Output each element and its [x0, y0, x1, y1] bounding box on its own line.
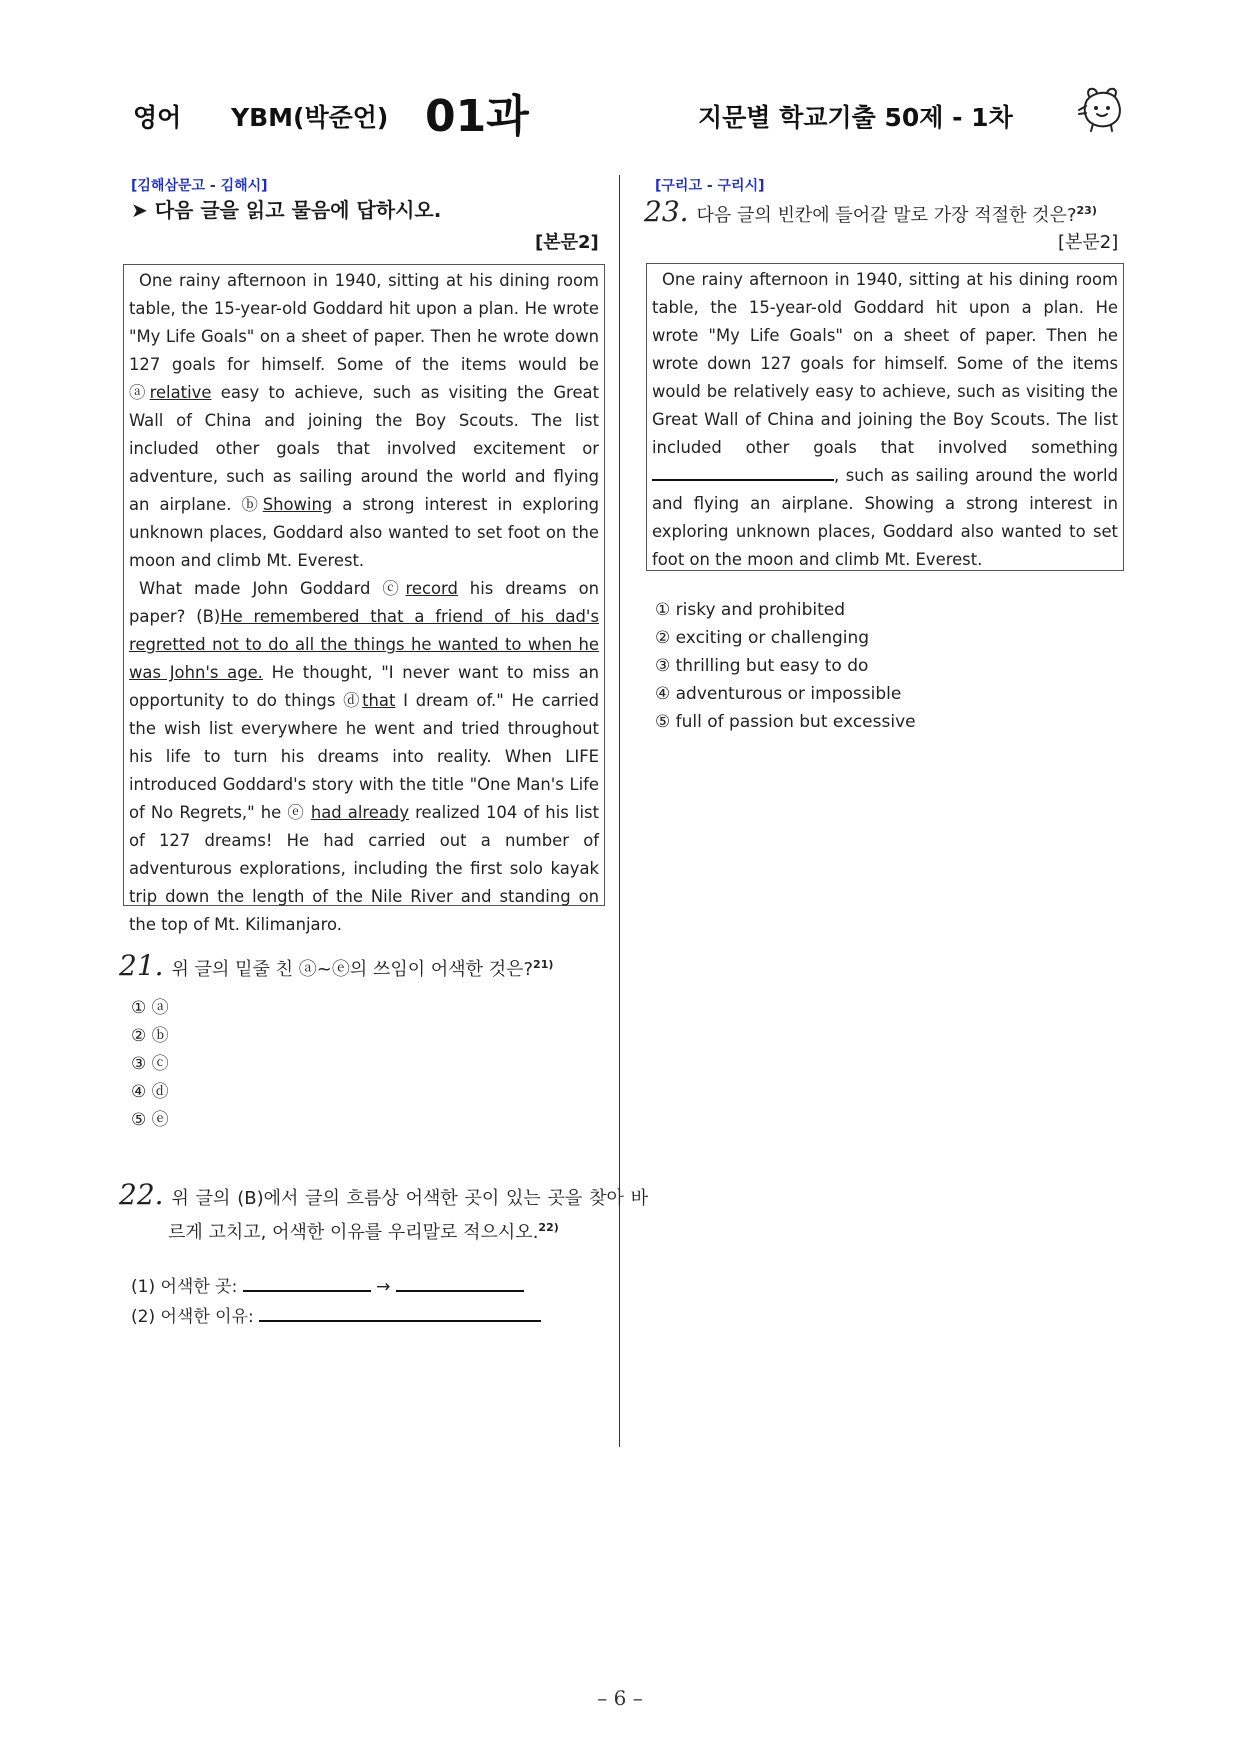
- underlined-c: record: [405, 579, 458, 598]
- choice-option[interactable]: ③ thrilling but easy to do: [655, 656, 869, 676]
- answer-line-2: [131, 1302, 541, 1327]
- source-label-right: [구리고 - 구리시]: [655, 178, 765, 194]
- answer-line-1: [131, 1272, 524, 1297]
- passage-paragraph-2: What made John Goddard ⓒrecord his dreams on paper? (B)He remembered that a friend of his dad's regretted not to do all the things he wanted to when he was John's age. He thought, "I never want to miss an opportunity to do things ⓓthat I dream of." He carried the wish list everywhere he went and tried throughout his life to turn his dreams into reality. When LIFE introduced Goddard's story with the title "One Man's Life of No Regrets," he ⓔ had already realized 104 of his list of 127 dreams! He had carried out a number of adventurous explorations, including the first solo kayak trip down the length of the Nile River and standing on the top of Mt. Kilimanjaro.: [129, 579, 600, 934]
- passage-tag-left: [본문2]: [535, 232, 599, 253]
- marker-B: (B): [196, 607, 221, 626]
- answer-blank-reason[interactable]: [259, 1304, 541, 1322]
- answer-label-2: (2) 어색한 이유:: [131, 1307, 254, 1327]
- choice-option[interactable]: ⑤ full of passion but excessive: [655, 712, 916, 732]
- mascot-icon: [1075, 84, 1127, 134]
- choices-23: [655, 596, 916, 736]
- choice-option[interactable]: ① risky and prohibited: [655, 600, 846, 620]
- question-22: [119, 1180, 648, 1247]
- question-number: 22.: [119, 1178, 164, 1211]
- passage-paragraph: One rainy afternoon in 1940, sitting at his dining room table, the 15-year-old Goddard hit upon a plan. He wrote "My Life Goals" on a sheet of paper. Then he wrote down 127 goals for himself. Some of the items would be relatively easy to achieve, such as visiting the Great Wall of China and joining the Boy Scouts. The list included other goals that involved something , such as sailing around the world and flying an airplane. Showing a strong interest in exploring unknown places, Goddard also wanted to set foot on the moon and climb Mt. Everest.: [652, 270, 1118, 569]
- choice-option[interactable]: ③ ⓒ: [131, 1054, 169, 1074]
- page-header: [0, 70, 1240, 150]
- question-number: 21.: [119, 949, 164, 982]
- subject-label: 영어: [133, 103, 182, 132]
- choice-option[interactable]: ④ adventurous or impossible: [655, 684, 902, 704]
- directive-text: ➤ 다음 글을 읽고 물음에 답하시오.: [131, 198, 442, 222]
- underlined-b: Showing: [262, 495, 333, 514]
- choice-option[interactable]: ① ⓐ: [131, 998, 169, 1018]
- page-number: – 6 –: [597, 1686, 643, 1710]
- choices-21: [131, 994, 169, 1134]
- marker-b: ⓑ: [241, 495, 263, 514]
- question-text: 위 글의 밑줄 친 ⓐ~ⓔ의 쓰임이 어색한 것은?: [171, 959, 534, 980]
- underlined-B: He remembered that a friend of his dad's regretted not to do all the things he wanted to when he was John's age.: [129, 607, 599, 682]
- question-23: [644, 196, 1124, 230]
- underlined-a: relative: [149, 383, 212, 402]
- passage-paragraph-1: One rainy afternoon in 1940, sitting at his dining room table, the 15-year-old Goddard hit upon a plan. He wrote "My Life Goals" on a sheet of paper. Then he wrote down 127 goals for himself. Some of the items would be ⓐrelative easy to achieve, such as visiting the Great Wall of China and joining the Boy Scouts. The list included other goals that involved excitement or adventure, such as sailing around the world and flying an airplane. ⓑShowing a strong interest in exploring unknown places, Goddard also wanted to set foot on the moon and climb Mt. Everest.: [129, 271, 599, 570]
- answer-blank-to[interactable]: [396, 1274, 524, 1292]
- passage-box-left: [123, 264, 605, 934]
- choice-option[interactable]: ② exciting or challenging: [655, 628, 870, 648]
- marker-d: ⓓ: [343, 691, 363, 710]
- choice-option[interactable]: ④ ⓓ: [131, 1082, 169, 1102]
- footnote-ref: 23): [1076, 204, 1097, 217]
- source-label-left: [김해삼문고 - 김해시]: [131, 178, 268, 194]
- question-text: 다음 글의 빈칸에 들어갈 말로 가장 적절한 것은?: [696, 205, 1077, 226]
- arrow-icon: →: [376, 1277, 391, 1297]
- series-title: 지문별 학교기출 50제 - 1차: [698, 103, 1013, 132]
- question-text: 위 글의 (B)에서 글의 흐름상 어색한 곳이 있는 곳을 찾아 바르게 고치고, 어색한 이유를 우리말로 적으시오.: [168, 1188, 648, 1243]
- passage-tag-right: [본문2]: [1058, 232, 1119, 253]
- passage-box-right: [646, 263, 1124, 571]
- underlined-e: had already: [310, 803, 410, 822]
- marker-e: ⓔ: [287, 803, 305, 822]
- question-21: [119, 950, 609, 984]
- marker-a: ⓐ: [129, 383, 150, 402]
- answer-blank-from[interactable]: [243, 1274, 371, 1292]
- answer-label-1: (1) 어색한 곳:: [131, 1277, 238, 1297]
- footnote-ref: 22): [538, 1221, 559, 1234]
- choice-option[interactable]: ⑤ ⓔ: [131, 1110, 169, 1130]
- underlined-d: that: [362, 691, 396, 710]
- footnote-ref: 21): [533, 958, 554, 971]
- marker-c: ⓒ: [382, 579, 406, 598]
- publisher-label: YBM(박준언): [231, 103, 389, 132]
- passage-blank: [652, 463, 834, 481]
- choice-option[interactable]: ② ⓑ: [131, 1026, 169, 1046]
- question-number: 23.: [644, 195, 689, 228]
- lesson-title: 01과: [425, 91, 529, 142]
- column-divider: [619, 175, 620, 1447]
